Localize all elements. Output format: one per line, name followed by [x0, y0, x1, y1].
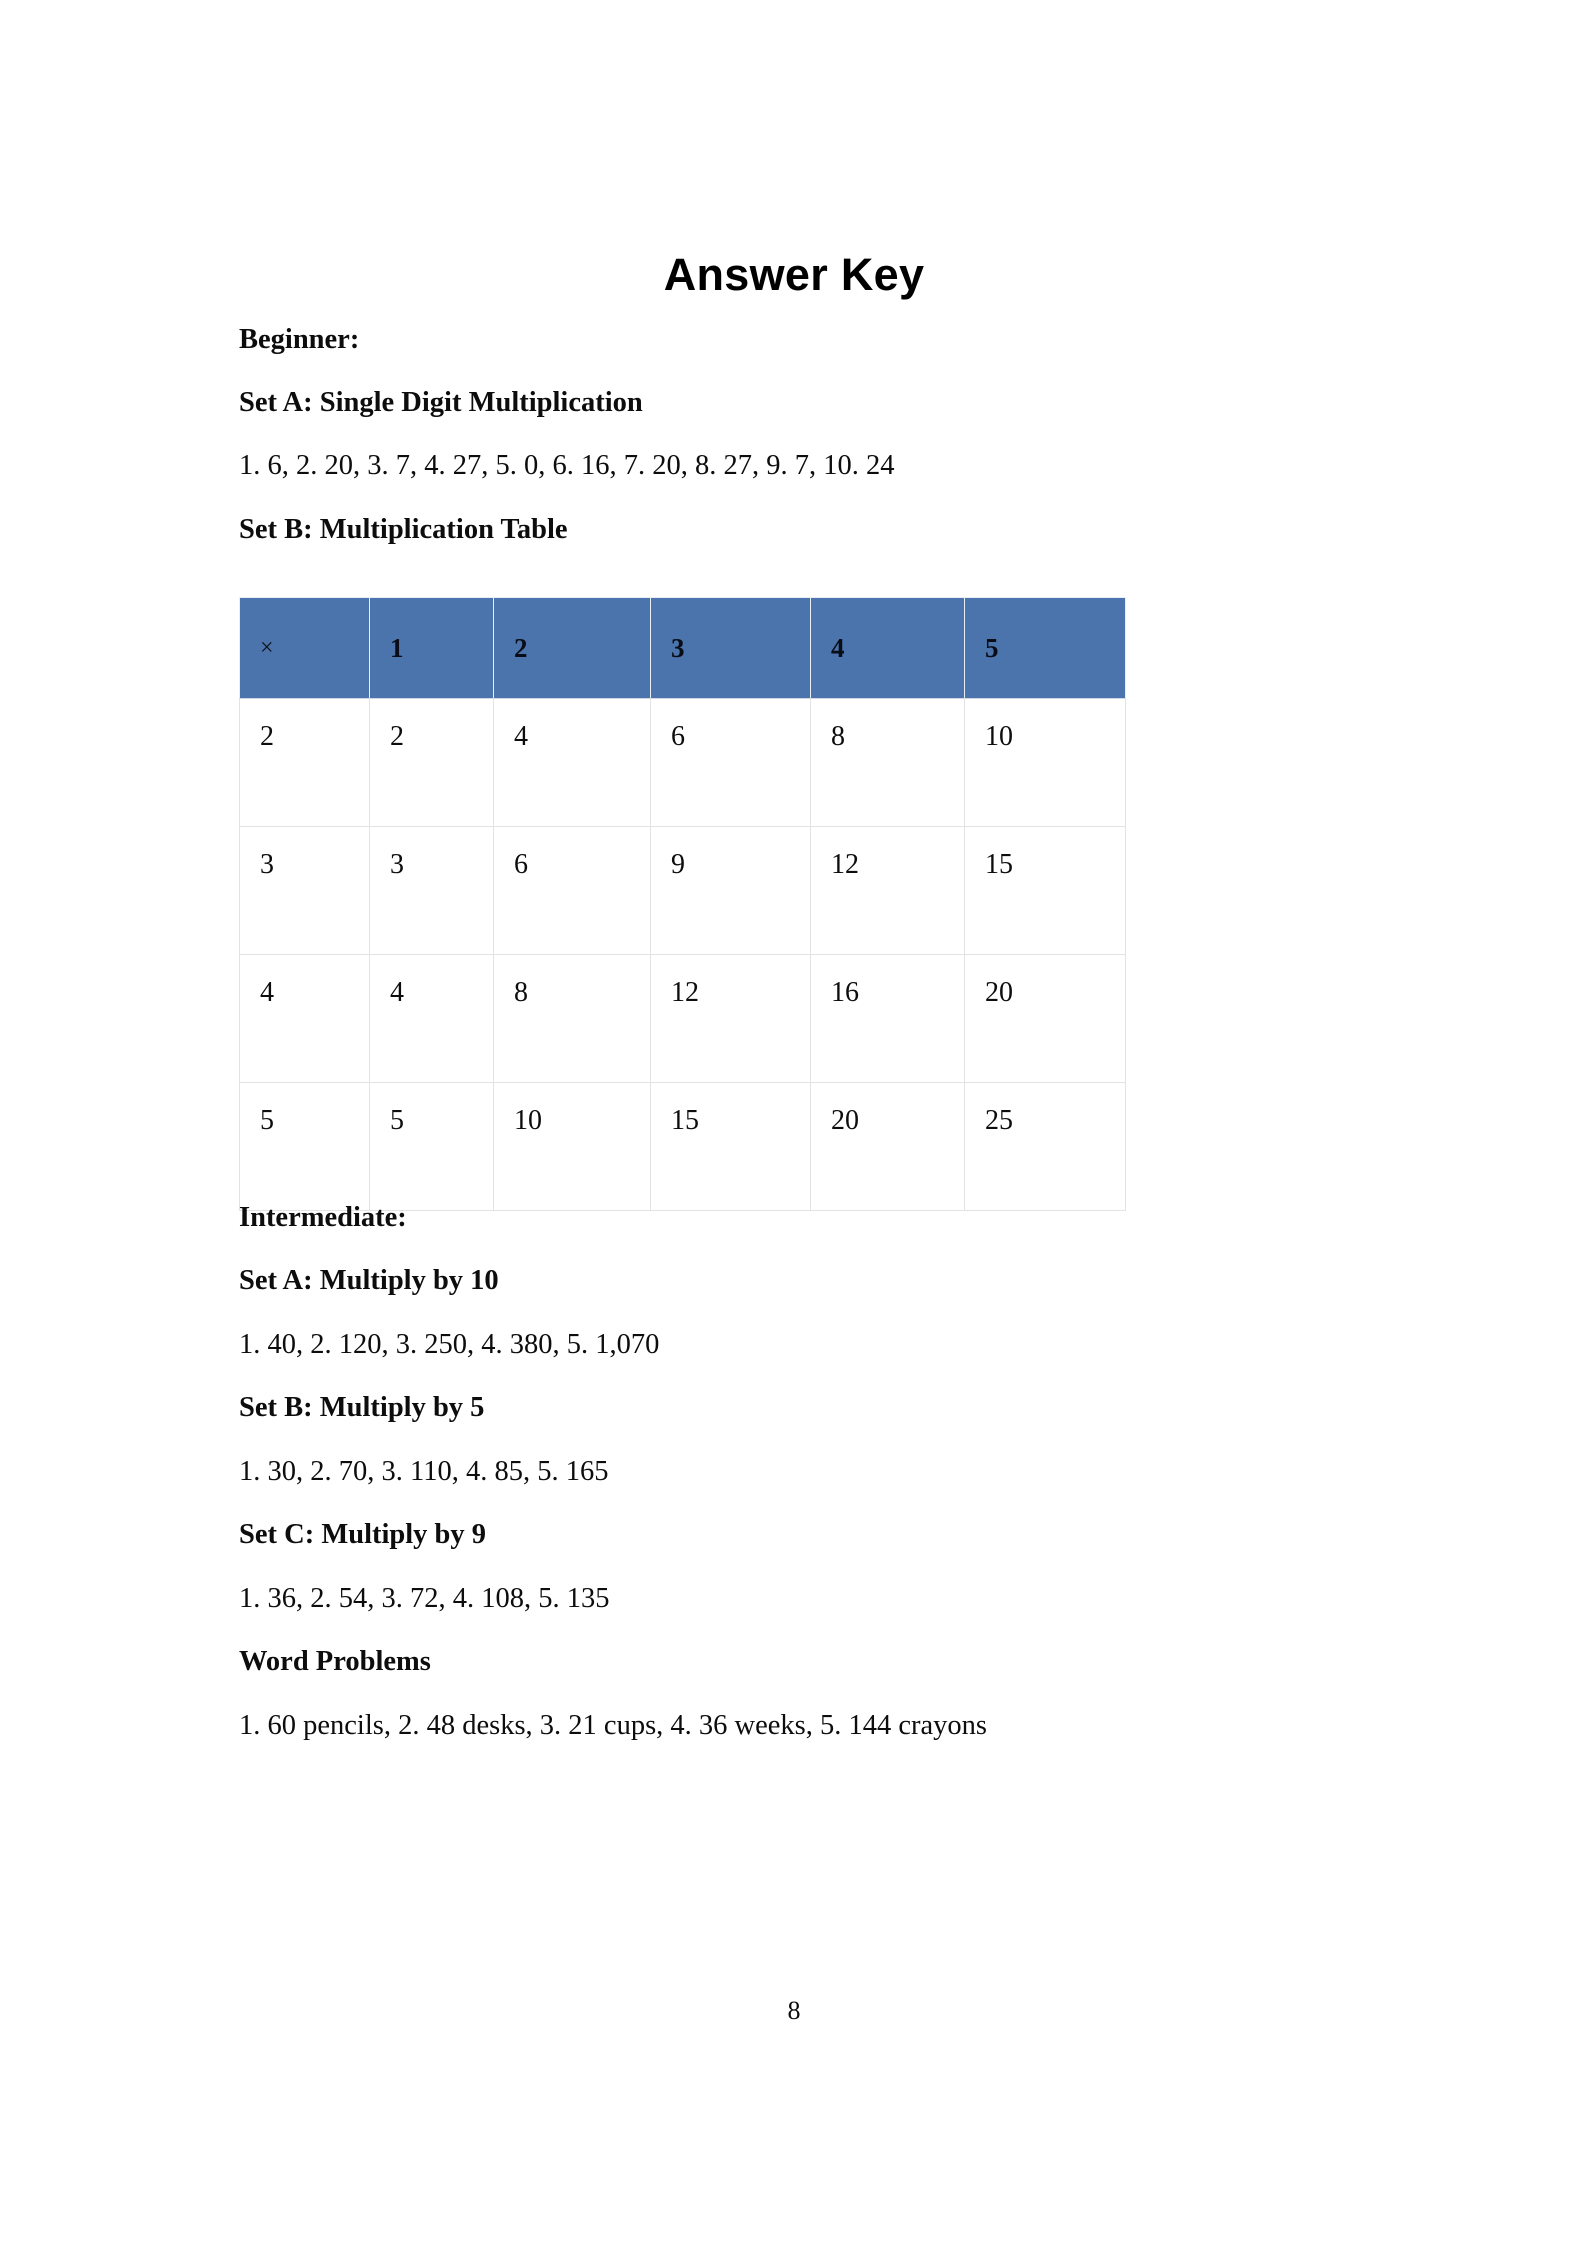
beginner-heading: Beginner:: [239, 324, 360, 355]
table-row: [240, 1083, 1126, 1211]
table-cell: 6: [494, 827, 651, 955]
table-cell: 10: [965, 699, 1126, 827]
table-column-header-5: 5: [965, 598, 1126, 699]
table-cell: 2: [370, 699, 494, 827]
table-cell: 5: [370, 1083, 494, 1211]
table-column-header-2: 2: [494, 598, 651, 699]
table-column-header-1: 1: [370, 598, 494, 699]
table-row-header: 3: [240, 827, 370, 955]
intermediate-set-c-heading: Set C: Multiply by 9: [239, 1519, 487, 1550]
intermediate-set-b-answers: 1. 30, 2. 70, 3. 110, 4. 85, 5. 165: [239, 1456, 609, 1487]
table-cell: 15: [965, 827, 1126, 955]
table-cell: 25: [965, 1083, 1126, 1211]
table-header-row: [240, 598, 1126, 699]
table-cell: 8: [494, 955, 651, 1083]
table-column-header-3: 3: [651, 598, 811, 699]
intermediate-set-c-answers: 1. 36, 2. 54, 3. 72, 4. 108, 5. 135: [239, 1583, 610, 1614]
table-column-header-4: 4: [811, 598, 965, 699]
table-cell: 8: [811, 699, 965, 827]
table-cell: 9: [651, 827, 811, 955]
word-problems-heading: Word Problems: [239, 1646, 431, 1677]
beginner-set-a-answers: 1. 6, 2. 20, 3. 7, 4. 27, 5. 0, 6. 16, 7. 20, 8. 27, 9. 7, 10. 24: [239, 450, 895, 481]
intermediate-set-a-heading: Set A: Multiply by 10: [239, 1265, 499, 1296]
intermediate-set-a-answers: 1. 40, 2. 120, 3. 250, 4. 380, 5. 1,070: [239, 1329, 660, 1360]
multiply-symbol-header: ×: [240, 598, 370, 699]
table-cell: 20: [811, 1083, 965, 1211]
beginner-set-a-heading: Set A: Single Digit Multiplication: [239, 387, 643, 418]
table-row-header: 2: [240, 699, 370, 827]
multiplication-table: [239, 597, 1126, 1211]
table-cell: 12: [651, 955, 811, 1083]
table-cell: 3: [370, 827, 494, 955]
table-row: [240, 955, 1126, 1083]
beginner-set-b-heading: Set B: Multiplication Table: [239, 514, 568, 545]
table-cell: 4: [370, 955, 494, 1083]
table-cell: 10: [494, 1083, 651, 1211]
word-problems-answers: 1. 60 pencils, 2. 48 desks, 3. 21 cups, 4. 36 weeks, 5. 144 crayons: [239, 1710, 988, 1741]
page-title: Answer Key: [663, 249, 925, 300]
table-cell: 16: [811, 955, 965, 1083]
table-row: [240, 827, 1126, 955]
table-row-header: 5: [240, 1083, 370, 1211]
table-row-header: 4: [240, 955, 370, 1083]
table-cell: 20: [965, 955, 1126, 1083]
page-number: 8: [787, 1996, 801, 2025]
table-cell: 12: [811, 827, 965, 955]
intermediate-heading: Intermediate:: [239, 1202, 407, 1233]
table-cell: 15: [651, 1083, 811, 1211]
table-cell: 4: [494, 699, 651, 827]
table-row: [240, 699, 1126, 827]
table-cell: 6: [651, 699, 811, 827]
intermediate-set-b-heading: Set B: Multiply by 5: [239, 1392, 485, 1423]
